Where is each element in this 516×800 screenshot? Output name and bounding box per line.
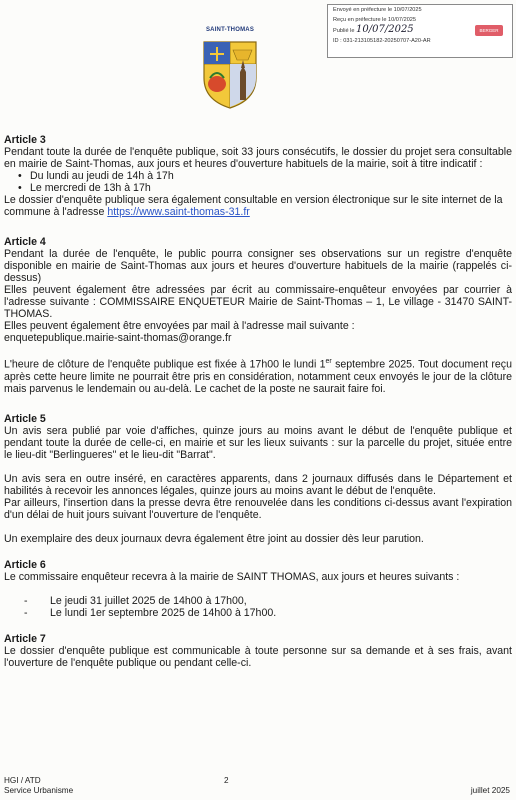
article-4-mail-paragraph: Elles peuvent également être adressées par écrit au commissaire-enquêteur envoyées par courrier à l'adresse suivante : COMMISSAIRE ENQUETEUR Mairie de Saint-Thomas – 1, Le village - 31470 SAINT-THOMAS. [4,284,512,320]
article-5-press-paragraph: Un avis sera en outre inséré, en caractères apparents, dans 2 journaux diffusés dans le Département et habilités à recevoir les annonces légales, quinze jours au moins avant le début de l'enquête. [4,472,512,497]
article-7-title: Article 7 [4,632,46,645]
crest-shield-icon [200,38,260,110]
list-item: - Le lundi 1er septembre 2025 de 14h00 à 17h00. [50,607,512,619]
article-7-paragraph: Le dossier d'enquête publique est communicable à toute personne sur sa demande et à ses frais, avant l'ouverture de l'enquête publique ou pendant celle-ci. [4,644,512,669]
article-4-register-paragraph: Pendant la durée de l'enquête, le public pourra consigner ses observations sur un registre d'enquête disponible en mairie de Saint-Thomas aux jours et heures d'ouverture habituels de la mairie (rappelés ci-dessus) [4,248,512,284]
article-4 [4,236,512,395]
article-3-intro: Pendant toute la durée de l'enquête publique, soit 33 jours consécutifs, le dossier du projet sera consultable en mairie de Saint-Thomas, aux jours et heures d'ouverture habituels de la mairie, soit à titre indicatif : [4,146,512,170]
article-6-dates-list [4,595,512,619]
crest-title: SAINT-THOMAS [205,27,255,33]
article-5-poster-paragraph: Un avis sera publié par voie d'affiches, quinze jours au moins avant le début de l'enquête publique et pendant toute la durée de celle-ci, en mairie et sur les lieux suivants : sur la parcelle du projet, située entre le lieu-dit "Berlingueres" et le lieu-dit "Barrat". [4,424,512,461]
footer-service: HGI / ATD Service Urbanisme [4,776,74,795]
stamp-handwritten-date: 10/07/2025 [356,24,414,36]
article-3-web-paragraph [4,194,512,218]
list-item: • Le mercredi de 13h à 17h [30,182,512,194]
article-3-web-text: Le dossier d'enquête publique sera également consultable en version électronique sur le site internet de la commune à l'adresse [4,194,503,218]
article-4-title: Article 4 [4,236,46,248]
article-4-closing-paragraph: L'heure de clôture de l'enquête publique est fixée à 17h00 le lundi 1er septembre 2025. Tout document reçu après cette heure limite ne pourrait être pris en considération, notamment ceux envoyés le jour de la clôture mais parvenus le lendemain ou au-delà. Le cachet de la poste ne saurait faire foi. [4,358,512,395]
article-4-email-intro: Elles peuvent également être envoyées par mail à l'adresse mail suivante : [4,320,355,332]
website-link[interactable]: https://www.saint-thomas-31.fr [107,206,250,218]
prefecture-stamp [327,4,513,58]
stamp-received-date: Reçu en préfecture le 10/07/2025 [333,16,417,23]
article-5 [4,413,512,545]
article-5-renewal-paragraph: Par ailleurs, l'insertion dans la presse devra être renouvelée dans les conditions ci-dessus avant l'expiration d'un délai de huit jours suivant l'ouverture de l'enquête. [4,496,512,521]
document-body [4,134,512,669]
stamp-published-label: Publié le [333,28,355,35]
article-6 [4,559,512,619]
page-number: 2 [224,776,229,785]
article-7 [4,633,512,669]
stamp-sent-date: Envoyé en préfecture le 10/07/2025 [333,7,422,13]
article-3-title: Article 3 [4,134,46,146]
ordinal-superscript: er [325,358,332,365]
article-6-intro: Le commissaire enquêteur recevra à la mairie de SAINT THOMAS, aux jours et heures suivants : [4,570,460,583]
article-3 [4,134,512,218]
footer-date: juillet 2025 [470,786,510,795]
stamp-id: ID : 031-213105182-20250707-A20-AR [333,37,431,44]
article-3-hours-list [4,170,512,194]
contact-email: enquetepublique.mairie-saint-thomas@orange.fr [4,332,232,344]
municipal-crest [194,24,266,110]
article-5-copy-paragraph: Un exemplaire des deux journaux devra également être joint au dossier dès leur parution. [4,532,424,545]
stamp-red-tag: BERGER [475,25,503,36]
list-item: - Le jeudi 31 juillet 2025 de 14h00 à 17h00, [50,595,512,607]
article-5-title: Article 5 [4,412,46,425]
article-6-title: Article 6 [4,558,46,571]
list-item: • Du lundi au jeudi de 14h à 17h [30,170,512,182]
